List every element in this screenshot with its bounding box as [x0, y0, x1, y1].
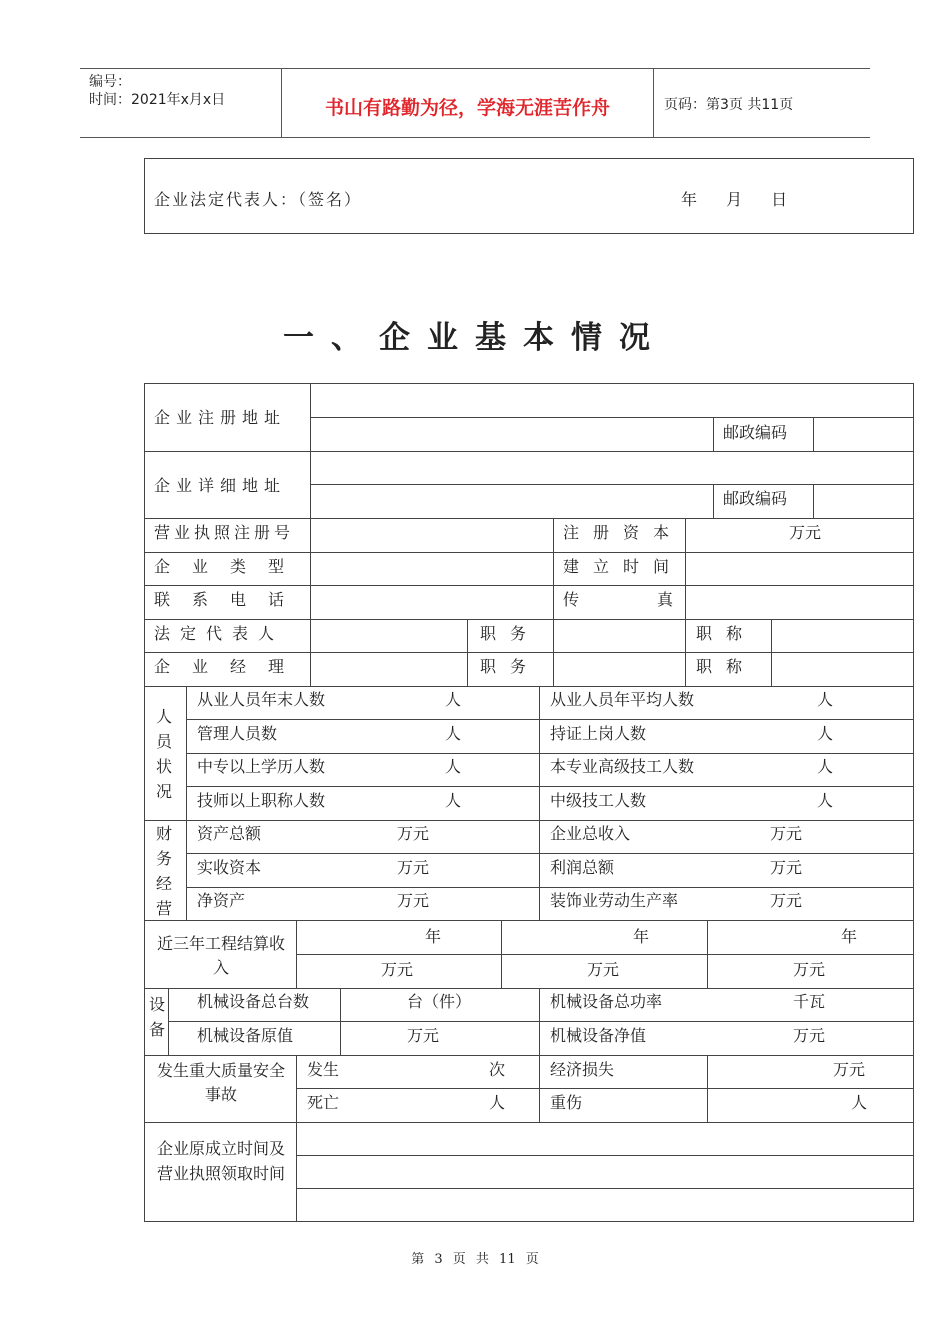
signature-label: 企业法定代表人：（签名）	[154, 190, 363, 209]
equip-count-unit: 台（件）	[407, 992, 472, 1011]
reg-capital-label: 注册资本	[563, 523, 684, 542]
staff-unit: 人	[445, 690, 462, 709]
reg-capital-unit: 万元	[789, 523, 822, 542]
finance-label: 企业总收入	[550, 824, 631, 843]
signature-date: 年 月 日	[681, 190, 788, 209]
page-header	[80, 68, 870, 138]
econ-loss-label: 经济损失	[550, 1060, 615, 1079]
staff-unit: 人	[817, 791, 834, 810]
death-unit: 人	[489, 1093, 506, 1112]
staff-label: 从业人员年平均人数	[550, 690, 695, 709]
equip-group-label: 设备	[148, 995, 165, 1039]
finance-unit: 万元	[397, 891, 430, 910]
finance-label: 资产总额	[197, 824, 262, 843]
times-unit: 次	[489, 1060, 506, 1079]
equip-orig-label: 机械设备原值	[197, 1026, 294, 1045]
detail-postcode-label: 邮政编码	[723, 489, 788, 508]
section-title: 一、企业基本情况	[283, 320, 667, 356]
year-label: 年	[425, 927, 442, 946]
reg-address-label: 企业注册地址	[154, 408, 287, 427]
finance-unit: 万元	[770, 824, 803, 843]
year-label: 年	[633, 927, 650, 946]
legal-rep-title-label: 职称	[696, 624, 757, 643]
detail-address-label: 企业详细地址	[154, 476, 287, 495]
founded-time-label: 建立时间	[563, 557, 684, 576]
staff-label: 持证上岗人数	[550, 724, 647, 743]
accident-label: 发生重大质量安全事故	[157, 1061, 286, 1104]
staff-unit: 人	[817, 757, 834, 776]
injury-label: 重伤	[550, 1093, 583, 1112]
income-unit: 万元	[587, 960, 620, 979]
equip-power-label: 机械设备总功率	[550, 992, 663, 1011]
page-footer: 第 3 页 共 11 页	[411, 1252, 539, 1267]
occur-label: 发生	[307, 1060, 340, 1079]
econ-loss-unit: 万元	[833, 1060, 866, 1079]
income-unit: 万元	[381, 960, 414, 979]
year-label: 年	[841, 927, 858, 946]
equip-power-unit: 千瓦	[793, 992, 826, 1011]
equip-net-unit: 万元	[793, 1026, 826, 1045]
enterprise-info-form	[144, 383, 914, 1222]
injury-unit: 人	[851, 1093, 868, 1112]
income-unit: 万元	[793, 960, 826, 979]
phone-label: 联系电话	[154, 590, 307, 609]
finance-label: 实收资本	[197, 858, 262, 877]
finance-group-label: 财务经营	[155, 824, 172, 918]
manager-title-label: 职称	[696, 657, 757, 676]
staff-label: 技师以上职称人数	[197, 791, 326, 810]
fax-label: 传真	[563, 590, 752, 609]
time-label: 时间：2021年x月x日	[89, 92, 226, 108]
header-meta	[89, 73, 225, 109]
finance-label: 净资产	[197, 891, 246, 910]
death-label: 死亡	[307, 1093, 340, 1112]
legal-rep-label: 法定代表人	[154, 624, 285, 643]
header-motto: 书山有路勤为径，学海无涯苦作舟	[324, 97, 610, 119]
header-page-info: 页码：第3页 共11页	[664, 97, 794, 113]
three-year-label: 近三年工程结算收入	[157, 934, 286, 977]
number-label: 编号：	[89, 74, 131, 90]
staff-label: 中专以上学历人数	[197, 757, 326, 776]
finance-label: 利润总额	[550, 858, 615, 877]
finance-label: 装饰业劳动生产率	[550, 891, 679, 910]
staff-unit: 人	[817, 690, 834, 709]
equip-net-label: 机械设备净值	[550, 1026, 647, 1045]
legal-rep-position-label: 职务	[480, 624, 541, 643]
equip-orig-unit: 万元	[407, 1026, 440, 1045]
signature-box	[144, 158, 914, 234]
finance-unit: 万元	[770, 891, 803, 910]
staff-label: 中级技工人数	[550, 791, 647, 810]
company-type-label: 企业类型	[154, 557, 307, 576]
staff-label: 管理人员数	[197, 724, 278, 743]
manager-position-label: 职务	[480, 657, 541, 676]
staff-group-label: 人员状况	[155, 707, 172, 801]
finance-unit: 万元	[770, 858, 803, 877]
staff-unit: 人	[445, 791, 462, 810]
manager-label: 企业经理	[154, 657, 307, 676]
orig-time-label: 企业原成立时间及营业执照领取时间	[156, 1139, 285, 1183]
staff-unit: 人	[445, 757, 462, 776]
finance-unit: 万元	[397, 824, 430, 843]
finance-unit: 万元	[397, 858, 430, 877]
staff-label: 本专业高级技工人数	[550, 757, 695, 776]
equip-count-label: 机械设备总台数	[197, 992, 310, 1011]
staff-unit: 人	[445, 724, 462, 743]
staff-label: 从业人员年末人数	[197, 690, 326, 709]
license-no-label: 营业执照注册号	[154, 523, 295, 542]
reg-postcode-label: 邮政编码	[723, 423, 788, 442]
staff-unit: 人	[817, 724, 834, 743]
